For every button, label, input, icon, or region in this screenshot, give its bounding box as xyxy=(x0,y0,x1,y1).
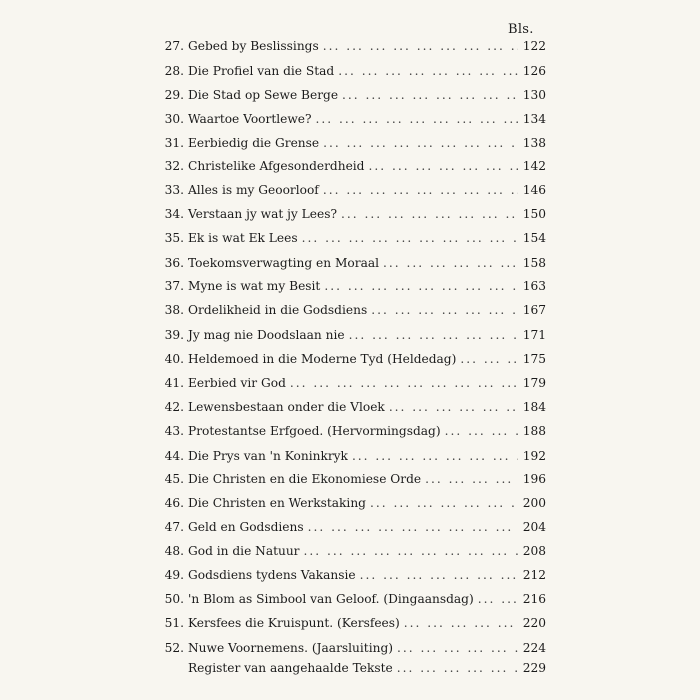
toc-entry-number: 50. xyxy=(164,592,184,606)
toc-entry-number: 34. xyxy=(164,207,184,221)
toc-entry-number: 42. xyxy=(164,400,184,414)
toc-entry-title: Die Prys van 'n Koninkryk xyxy=(188,449,348,463)
toc-entry-page-number: 146 xyxy=(522,183,546,197)
toc-entry-title: 'n Blom as Simbool van Geloof. (Dingaansdag) xyxy=(188,592,474,606)
toc-entry-title: Christelike Afgesonderdheid xyxy=(188,159,365,173)
toc-entry-page-number: 229 xyxy=(522,661,546,675)
toc-entry xyxy=(160,541,546,559)
toc-leader-dots xyxy=(404,615,518,631)
toc-entry xyxy=(160,397,546,415)
toc-leader-dots xyxy=(371,302,518,318)
toc-leader-dots xyxy=(308,519,518,535)
toc-entry-number: 36. xyxy=(164,256,184,270)
toc-leader-dots xyxy=(425,471,518,487)
toc-entry-number: 33. xyxy=(164,183,184,197)
toc-leader-dots xyxy=(316,111,518,127)
toc-entry xyxy=(160,180,546,198)
toc-entry-title: Geld en Godsdiens xyxy=(188,520,304,534)
toc-entry-number: 48. xyxy=(164,544,184,558)
toc-entry-number: 46. xyxy=(164,496,184,510)
toc-leader-dots xyxy=(304,543,518,559)
toc-entry-title: Die Christen en Werkstaking xyxy=(188,496,366,510)
toc-entry xyxy=(160,658,546,676)
toc-entry-page-number: 126 xyxy=(522,64,546,78)
toc-leader-dots xyxy=(338,63,518,79)
toc-leader-dots xyxy=(389,399,518,415)
toc-entry-page-number: 184 xyxy=(522,400,546,414)
toc-entry xyxy=(160,589,546,607)
toc-leader-dots xyxy=(460,351,518,367)
toc-entry xyxy=(160,613,546,631)
toc-entry-number: 35. xyxy=(164,231,184,245)
toc-entry-title: Ek is wat Ek Lees xyxy=(188,231,298,245)
toc-entry-title: Kersfees die Kruispunt. (Kersfees) xyxy=(188,616,400,630)
toc-entry-title: Verstaan jy wat jy Lees? xyxy=(188,207,337,221)
toc-leader-dots xyxy=(397,640,518,656)
toc-entry xyxy=(160,85,546,103)
toc-entry-page-number: 212 xyxy=(522,568,546,582)
toc-entry xyxy=(160,421,546,439)
toc-entry-title: Heldemoed in die Moderne Tyd (Heldedag) xyxy=(188,352,457,366)
toc-entry xyxy=(160,156,546,174)
toc-entry-page-number: 130 xyxy=(522,88,546,102)
toc-entry-title: Lewensbestaan onder die Vloek xyxy=(188,400,385,414)
toc-entry-number: 40. xyxy=(164,352,184,366)
page-column-header: Bls. xyxy=(508,22,534,37)
toc-entry-page-number: 208 xyxy=(522,544,546,558)
toc-entry-page-number: 192 xyxy=(522,449,546,463)
toc-entry-number: 47. xyxy=(164,520,184,534)
toc-entry-number: 37. xyxy=(164,279,184,293)
toc-entry-page-number: 204 xyxy=(522,520,546,534)
toc-entry xyxy=(160,276,546,294)
toc-entry xyxy=(160,638,546,656)
toc-entry-number: 49. xyxy=(164,568,184,582)
toc-leader-dots xyxy=(445,423,518,439)
toc-leader-dots xyxy=(360,567,518,583)
toc-entry-page-number: 220 xyxy=(522,616,546,630)
toc-entry-page-number: 138 xyxy=(522,136,546,150)
toc-entry xyxy=(160,36,546,54)
toc-leader-dots xyxy=(352,448,518,464)
toc-leader-dots xyxy=(397,660,518,676)
toc-entry xyxy=(160,565,546,583)
toc-entry-title: Alles is my Geoorloof xyxy=(188,183,319,197)
toc-leader-dots xyxy=(323,38,518,54)
toc-entry-title: Die Profiel van die Stad xyxy=(188,64,335,78)
toc-entry-title: Die Stad op Sewe Berge xyxy=(188,88,339,102)
toc-leader-dots xyxy=(370,495,518,511)
toc-entry xyxy=(160,228,546,246)
toc-entry-number: 45. xyxy=(164,472,184,486)
toc-entry xyxy=(160,446,546,464)
toc-entry-page-number: 188 xyxy=(522,424,546,438)
toc-entry-number: 31. xyxy=(164,136,184,150)
toc-entry-title: God in die Natuur xyxy=(188,544,300,558)
toc-entry xyxy=(160,204,546,222)
toc-leader-dots xyxy=(341,206,518,222)
toc-entry-number: 39. xyxy=(164,328,184,342)
toc-entry-title: Toekomsverwagting en Moraal xyxy=(188,256,380,270)
toc-entry-title: Register van aangehaalde Tekste xyxy=(188,661,393,675)
toc-entry-number: 51. xyxy=(164,616,184,630)
toc-entry-page-number: 200 xyxy=(522,496,546,510)
toc-entry xyxy=(160,517,546,535)
toc-leader-dots xyxy=(323,182,518,198)
toc-entry-page-number: 179 xyxy=(522,376,546,390)
toc-entry-title: Godsdiens tydens Vakansie xyxy=(188,568,356,582)
toc-entry-number: 28. xyxy=(164,64,184,78)
toc-entry-title: Ordelikheid in die Godsdiens xyxy=(188,303,368,317)
toc-entry-number: 43. xyxy=(164,424,184,438)
toc-leader-dots xyxy=(478,591,518,607)
toc-entry-title: Myne is wat my Besit xyxy=(188,279,321,293)
toc-entry xyxy=(160,325,546,343)
toc-entry-page-number: 158 xyxy=(522,256,546,270)
toc-entry-title: Waartoe Voortlewe? xyxy=(188,112,312,126)
toc-leader-dots xyxy=(324,278,518,294)
toc-entry-page-number: 196 xyxy=(522,472,546,486)
toc-entry-page-number: 171 xyxy=(522,328,546,342)
toc-entry xyxy=(160,493,546,511)
toc-entry xyxy=(160,373,546,391)
toc-entry-page-number: 216 xyxy=(522,592,546,606)
toc-entry xyxy=(160,349,546,367)
toc-leader-dots xyxy=(349,327,518,343)
toc-entry xyxy=(160,133,546,151)
toc-entry-page-number: 224 xyxy=(522,641,546,655)
toc-entry-title: Gebed by Beslissings xyxy=(188,39,319,53)
toc-entry-number: 38. xyxy=(164,303,184,317)
toc-leader-dots xyxy=(342,87,518,103)
toc-entry-page-number: 154 xyxy=(522,231,546,245)
toc-entry-page-number: 150 xyxy=(522,207,546,221)
toc-entry-title: Die Christen en die Ekonomiese Orde xyxy=(188,472,422,486)
toc-entry-number: 30. xyxy=(164,112,184,126)
toc-entry-page-number: 134 xyxy=(522,112,546,126)
toc-entry xyxy=(160,61,546,79)
toc-entry-title: Nuwe Voornemens. (Jaarsluiting) xyxy=(188,641,393,655)
toc-entry xyxy=(160,253,546,271)
toc-entry-title: Eerbiedig die Grense xyxy=(188,136,320,150)
toc-leader-dots xyxy=(383,255,518,271)
toc-leader-dots xyxy=(323,135,518,151)
toc-leader-dots xyxy=(302,230,518,246)
toc-entry-number: 44. xyxy=(164,449,184,463)
toc-entry-title: Jy mag nie Doodslaan nie xyxy=(188,328,345,342)
toc-entry xyxy=(160,109,546,127)
toc-entry xyxy=(160,300,546,318)
toc-entry-page-number: 175 xyxy=(522,352,546,366)
toc-entry-title: Eerbied vir God xyxy=(188,376,286,390)
toc-entry-number: 41. xyxy=(164,376,184,390)
toc-entry-number: 29. xyxy=(164,88,184,102)
toc-entry-number: 27. xyxy=(164,39,184,53)
toc-leader-dots xyxy=(369,158,519,174)
toc-entry-number: 32. xyxy=(164,159,184,173)
toc-entry-page-number: 167 xyxy=(522,303,546,317)
toc-leader-dots xyxy=(290,375,518,391)
toc-entry-page-number: 122 xyxy=(522,39,546,53)
toc-entry-number: 52. xyxy=(164,641,184,655)
toc-entry-title: Protestantse Erfgoed. (Hervormingsdag) xyxy=(188,424,441,438)
toc-entry-page-number: 142 xyxy=(522,159,546,173)
toc-entry-page-number: 163 xyxy=(522,279,546,293)
toc-entry xyxy=(160,469,546,487)
